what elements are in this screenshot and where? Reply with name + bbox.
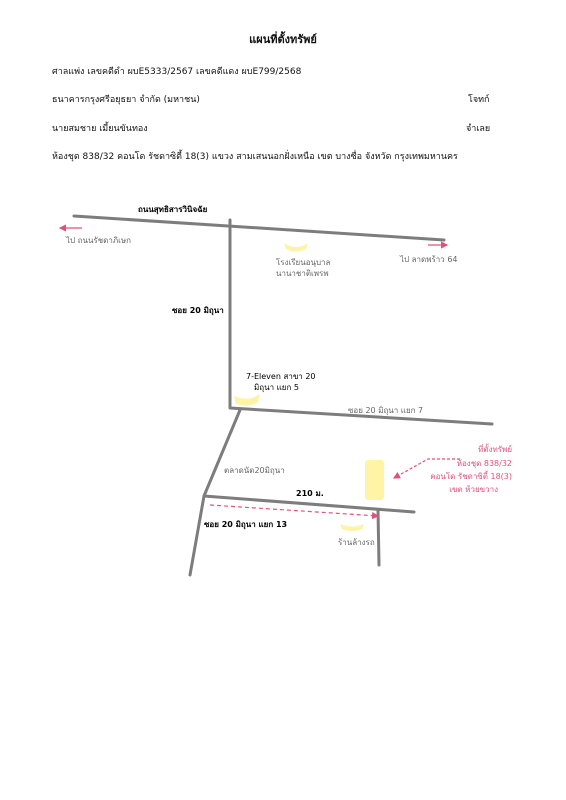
soi-20-road-line [230,220,492,424]
school-label-line1: โรงเรียนอนุบาล [276,258,331,267]
car-wash-marker [340,524,364,531]
property-unit-label: ห้องชุด 838/32 [456,459,512,468]
seven-eleven-marker [234,394,260,406]
court-case-line: ศาลแพ่ง เลขคดีดำ ผบE5333/2567 เลขคดีแดง ผบE799/2568 [52,67,302,77]
school-marker [284,243,308,252]
car-wash-label: ร้านล้างรถ [338,538,375,547]
seven-eleven-label-line1: 7-Eleven สาขา 20 [246,372,316,381]
property-location-label: ที่ตั้งทรัพย์ [478,445,512,454]
soi-20-7-label: ซอย 20 มิถุนา แยก 7 [348,406,424,415]
school-label-line2: นานาชาติเพรพ [276,269,329,278]
market-label: ตลาดนัด20มิถุนา [224,466,285,475]
seven-eleven-label-line2: มิถุนา แยก 5 [254,383,299,392]
property-district-label: เขต ห้วยขวาง [449,485,498,494]
defendant-role: จำเลย [466,124,491,134]
soi-20-13-branch-line [190,496,204,575]
property-marker [365,460,384,500]
map-title: แผนที่ตั้งทรัพย์ [249,33,317,46]
soi-20-13-label: ซอย 20 มิถุนา แยก 13 [204,520,288,529]
main-road-label: ถนนสุทธิสารวินิจฉัย [138,205,208,214]
to-ladprao-label: ไป ลาดพร้าว 64 [400,255,458,264]
to-ratchadaphisek-label: ไป ถนนรัชดาภิเษก [66,236,131,245]
property-condo-label: คอนโด รัชดาซิตี้ 18(3) [430,472,512,481]
car-wash-road-line [378,510,379,565]
property-address: ห้องชุด 838/32 คอนโด รัชดาซิตี้ 18(3) แขวง สามเสนนอกฝั่งเหนือ เขต บางซื่อ จังหวัด กรุงเทพมหานคร [52,152,458,162]
plaintiff-role: โจทก์ [468,95,490,105]
plaintiff-name: ธนาคารกรุงศรีอยุธยา จำกัด (มหาชน) [52,95,200,105]
distance-label: 210 ม. [296,489,324,498]
soi-20-label: ซอย 20 มิถุนา [172,306,224,315]
defendant-name: นายสมชาย เมี้ยนขันทอง [52,124,148,134]
